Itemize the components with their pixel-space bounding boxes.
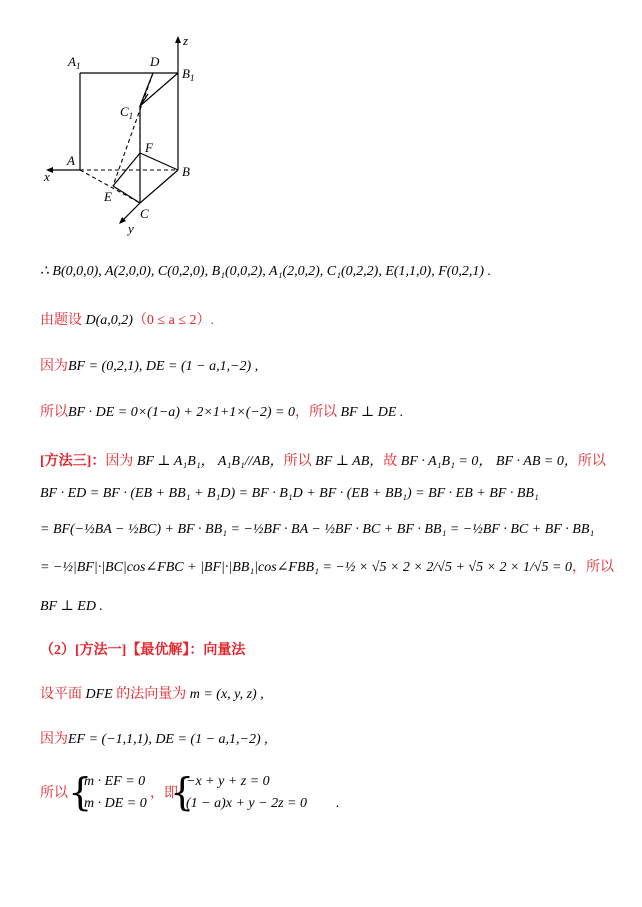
eq3-math: = −½|BF|·|BC|cos∠FBC + |BF|·|BB₁|cos∠FBB₁ = −½ × √5 × 2 × 2/√5 + √5 × 2 × 1/√5 = 0	[40, 560, 572, 575]
m3-because: 因为	[105, 454, 134, 469]
m3-e: 故	[383, 454, 398, 469]
normal-vec: m = (x, y, z) ,	[186, 687, 264, 702]
brace-1: {	[68, 770, 93, 814]
given-prefix: 由题设	[40, 313, 82, 328]
brace-2: {	[170, 770, 195, 814]
dot-product-line	[40, 403, 403, 423]
label-z: z	[183, 33, 189, 48]
so-prefix: 所以	[40, 405, 68, 420]
label-B1: $B_1$	[182, 66, 195, 83]
sys2-eq2: (1 − a)x + y − 2z = 0	[186, 796, 307, 811]
vectors-ef-de: EF = (−1,1,1), DE = (1 − a,1,−2) ,	[68, 732, 268, 747]
given-point: D(a,0,2)	[82, 313, 133, 328]
coordinates-line: ∴ B(0,0,0), A(2,0,0), C(0,2,0), B₁(0,0,2), A₁(2,0,2), C₁(0,2,2), E(1,1,0), F(0,2,1) .	[40, 264, 492, 279]
m3-c: 所以	[283, 454, 312, 469]
plane-name: DFE	[82, 687, 117, 702]
so-mid: ，所以	[294, 405, 337, 420]
method3-tag: [方法三]：	[40, 454, 106, 469]
because-vectors-line	[40, 357, 258, 377]
label-D: D	[150, 54, 160, 69]
m3-f: BF · A₁B₁ = 0，	[397, 454, 493, 469]
normal-pre: 设平面	[40, 687, 82, 702]
m3-a: BF ⊥ A₁B₁，	[133, 454, 215, 469]
because-ef-line	[40, 730, 268, 750]
prism-figure	[30, 28, 220, 238]
normal-mid: 的法向量为	[116, 687, 187, 702]
equation-line-4: BF ⊥ ED .	[40, 599, 103, 614]
label-C: C	[140, 206, 149, 221]
label-E: E	[104, 189, 112, 204]
label-B: B	[182, 164, 190, 179]
label-x: x	[44, 169, 50, 184]
so2-pre: 所以	[40, 786, 68, 801]
because2-pre: 因为	[40, 732, 68, 747]
label-y: y	[128, 221, 134, 236]
sys1-eq2: m · DE = 0	[84, 796, 147, 811]
label-C1: $C_1$	[120, 104, 134, 121]
sys1-eq1: m · EF = 0	[84, 774, 146, 789]
equation-line-3	[40, 558, 614, 578]
label-A: A	[67, 153, 75, 168]
eq3-end: ，所以	[572, 560, 614, 575]
dot-product: BF · DE = 0×(1−a) + 2×1+1×(−2) = 0	[68, 405, 295, 420]
label-A1: $A_1$	[68, 54, 81, 71]
so2-mid: ，即	[150, 786, 178, 801]
sys-end: .	[336, 796, 340, 811]
given-line	[40, 311, 214, 331]
m3-g: BF · AB = 0，	[492, 454, 578, 469]
part2-heading: （2）[方法一]【最优解】：向量法	[40, 643, 246, 658]
m3-b: A₁B₁//AB，	[214, 454, 284, 469]
given-condition: （0 ≤ a ≤ 2）.	[132, 313, 215, 328]
m3-h: 所以	[577, 454, 606, 469]
vectors-bf-de: BF = (0,2,1), DE = (1 − a,1,−2) ,	[68, 359, 259, 374]
perp-conclusion: BF ⊥ DE .	[336, 405, 404, 420]
because-prefix: 因为	[40, 359, 68, 374]
equation-line-1: BF · ED = BF · (EB + BB₁ + B₁D) = BF · B₁D + BF · (EB + BB₁) = BF · EB + BF · BB₁	[40, 486, 539, 501]
m3-d: BF ⊥ AB，	[311, 454, 384, 469]
method3-line	[40, 452, 606, 472]
equation-line-2: = BF(−½BA − ½BC) + BF · BB₁ = −½BF · BA − ½BF · BC + BF · BB₁ = −½BF · BC + BF · BB₁	[40, 522, 595, 537]
label-F: F	[145, 140, 153, 155]
sys2-eq1: −x + y + z = 0	[186, 774, 270, 789]
normal-vector-line	[40, 685, 264, 705]
